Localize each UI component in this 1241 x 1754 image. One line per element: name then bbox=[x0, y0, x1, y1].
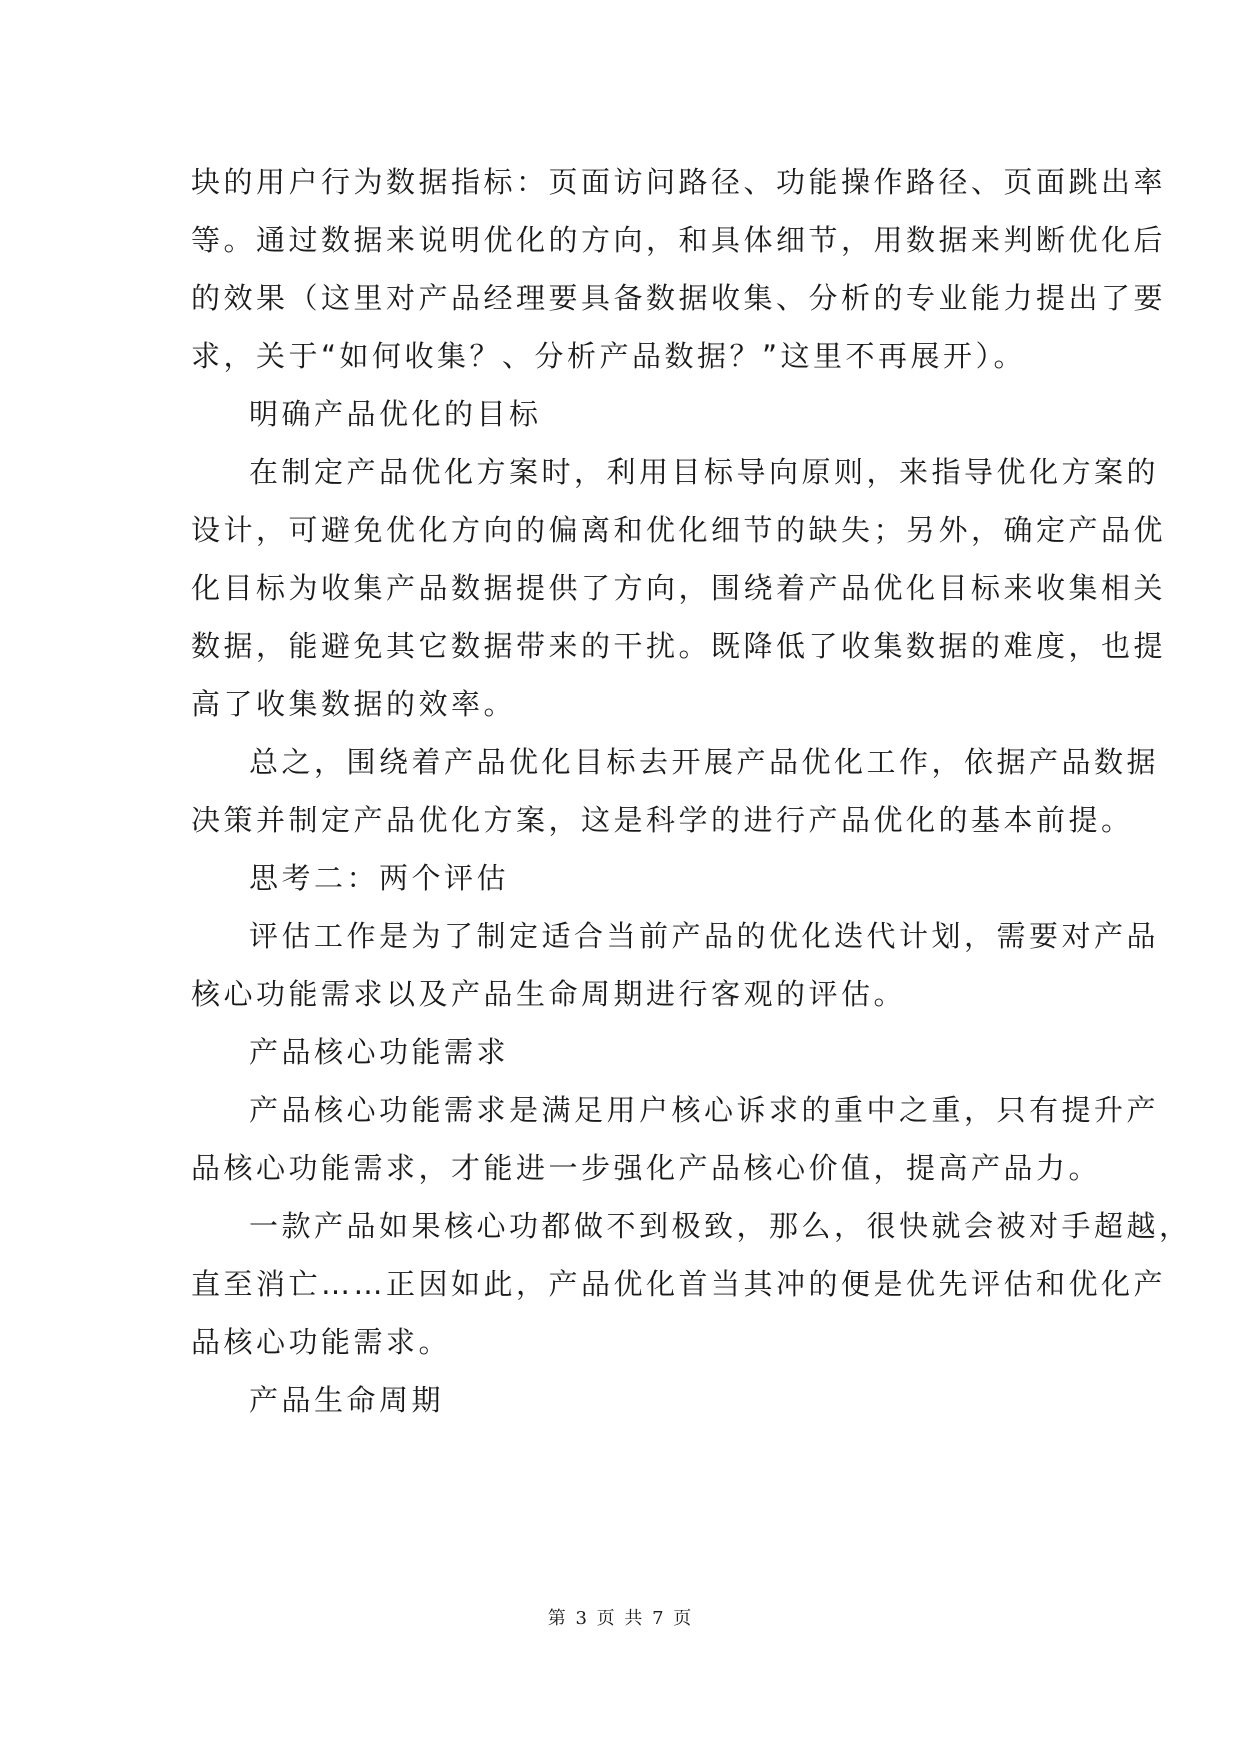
body-text-line: 设计，可避免优化方向的偏离和优化细节的缺失；另外，确定产品优 bbox=[191, 513, 1167, 547]
section-heading: 明确产品优化的目标 bbox=[249, 397, 542, 431]
body-text-line: 品核心功能需求，才能进一步强化产品核心价值，提高产品力。 bbox=[191, 1151, 1102, 1185]
section-heading: 产品核心功能需求 bbox=[249, 1035, 510, 1069]
section-heading: 思考二：两个评估 bbox=[249, 861, 510, 895]
body-text-line: 等。通过数据来说明优化的方向，和具体细节，用数据来判断优化后 bbox=[191, 223, 1167, 257]
body-text-line: 直至消亡……正因如此，产品优化首当其冲的便是优先评估和优化产 bbox=[191, 1267, 1167, 1301]
body-text-line: 核心功能需求以及产品生命周期进行客观的评估。 bbox=[191, 977, 907, 1011]
body-text-line: 高了收集数据的效率。 bbox=[191, 687, 517, 721]
section-heading: 产品生命周期 bbox=[249, 1383, 445, 1417]
body-text-line: 化目标为收集产品数据提供了方向，围绕着产品优化目标来收集相关 bbox=[191, 571, 1167, 605]
body-text-line: 块的用户行为数据指标：页面访问路径、功能操作路径、页面跳出率 bbox=[191, 165, 1167, 199]
page-number-footer: 第 3 页 共 7 页 bbox=[547, 1608, 694, 1629]
body-text-line: 数据，能避免其它数据带来的干扰。既降低了收集数据的难度，也提 bbox=[191, 629, 1167, 663]
body-text-line: 决策并制定产品优化方案，这是科学的进行产品优化的基本前提。 bbox=[191, 803, 1134, 837]
body-text-line: 品核心功能需求。 bbox=[191, 1325, 452, 1359]
body-text-line: 产品核心功能需求是满足用户核心诉求的重中之重，只有提升产 bbox=[249, 1093, 1160, 1127]
body-text-line: 求，关于“如何收集？、分析产品数据？”这里不再展开）。 bbox=[191, 339, 1027, 373]
body-text-line: 评估工作是为了制定适合当前产品的优化迭代计划，需要对产品 bbox=[249, 919, 1160, 953]
body-text-line: 在制定产品优化方案时，利用目标导向原则，来指导优化方案的 bbox=[249, 455, 1160, 489]
body-text-line: 的效果（这里对产品经理要具备数据收集、分析的专业能力提出了要 bbox=[191, 281, 1167, 315]
body-text-line: 一款产品如果核心功都做不到极致，那么，很快就会被对手超越， bbox=[249, 1209, 1192, 1243]
body-text-line: 总之，围绕着产品优化目标去开展产品优化工作，依据产品数据 bbox=[249, 745, 1160, 779]
